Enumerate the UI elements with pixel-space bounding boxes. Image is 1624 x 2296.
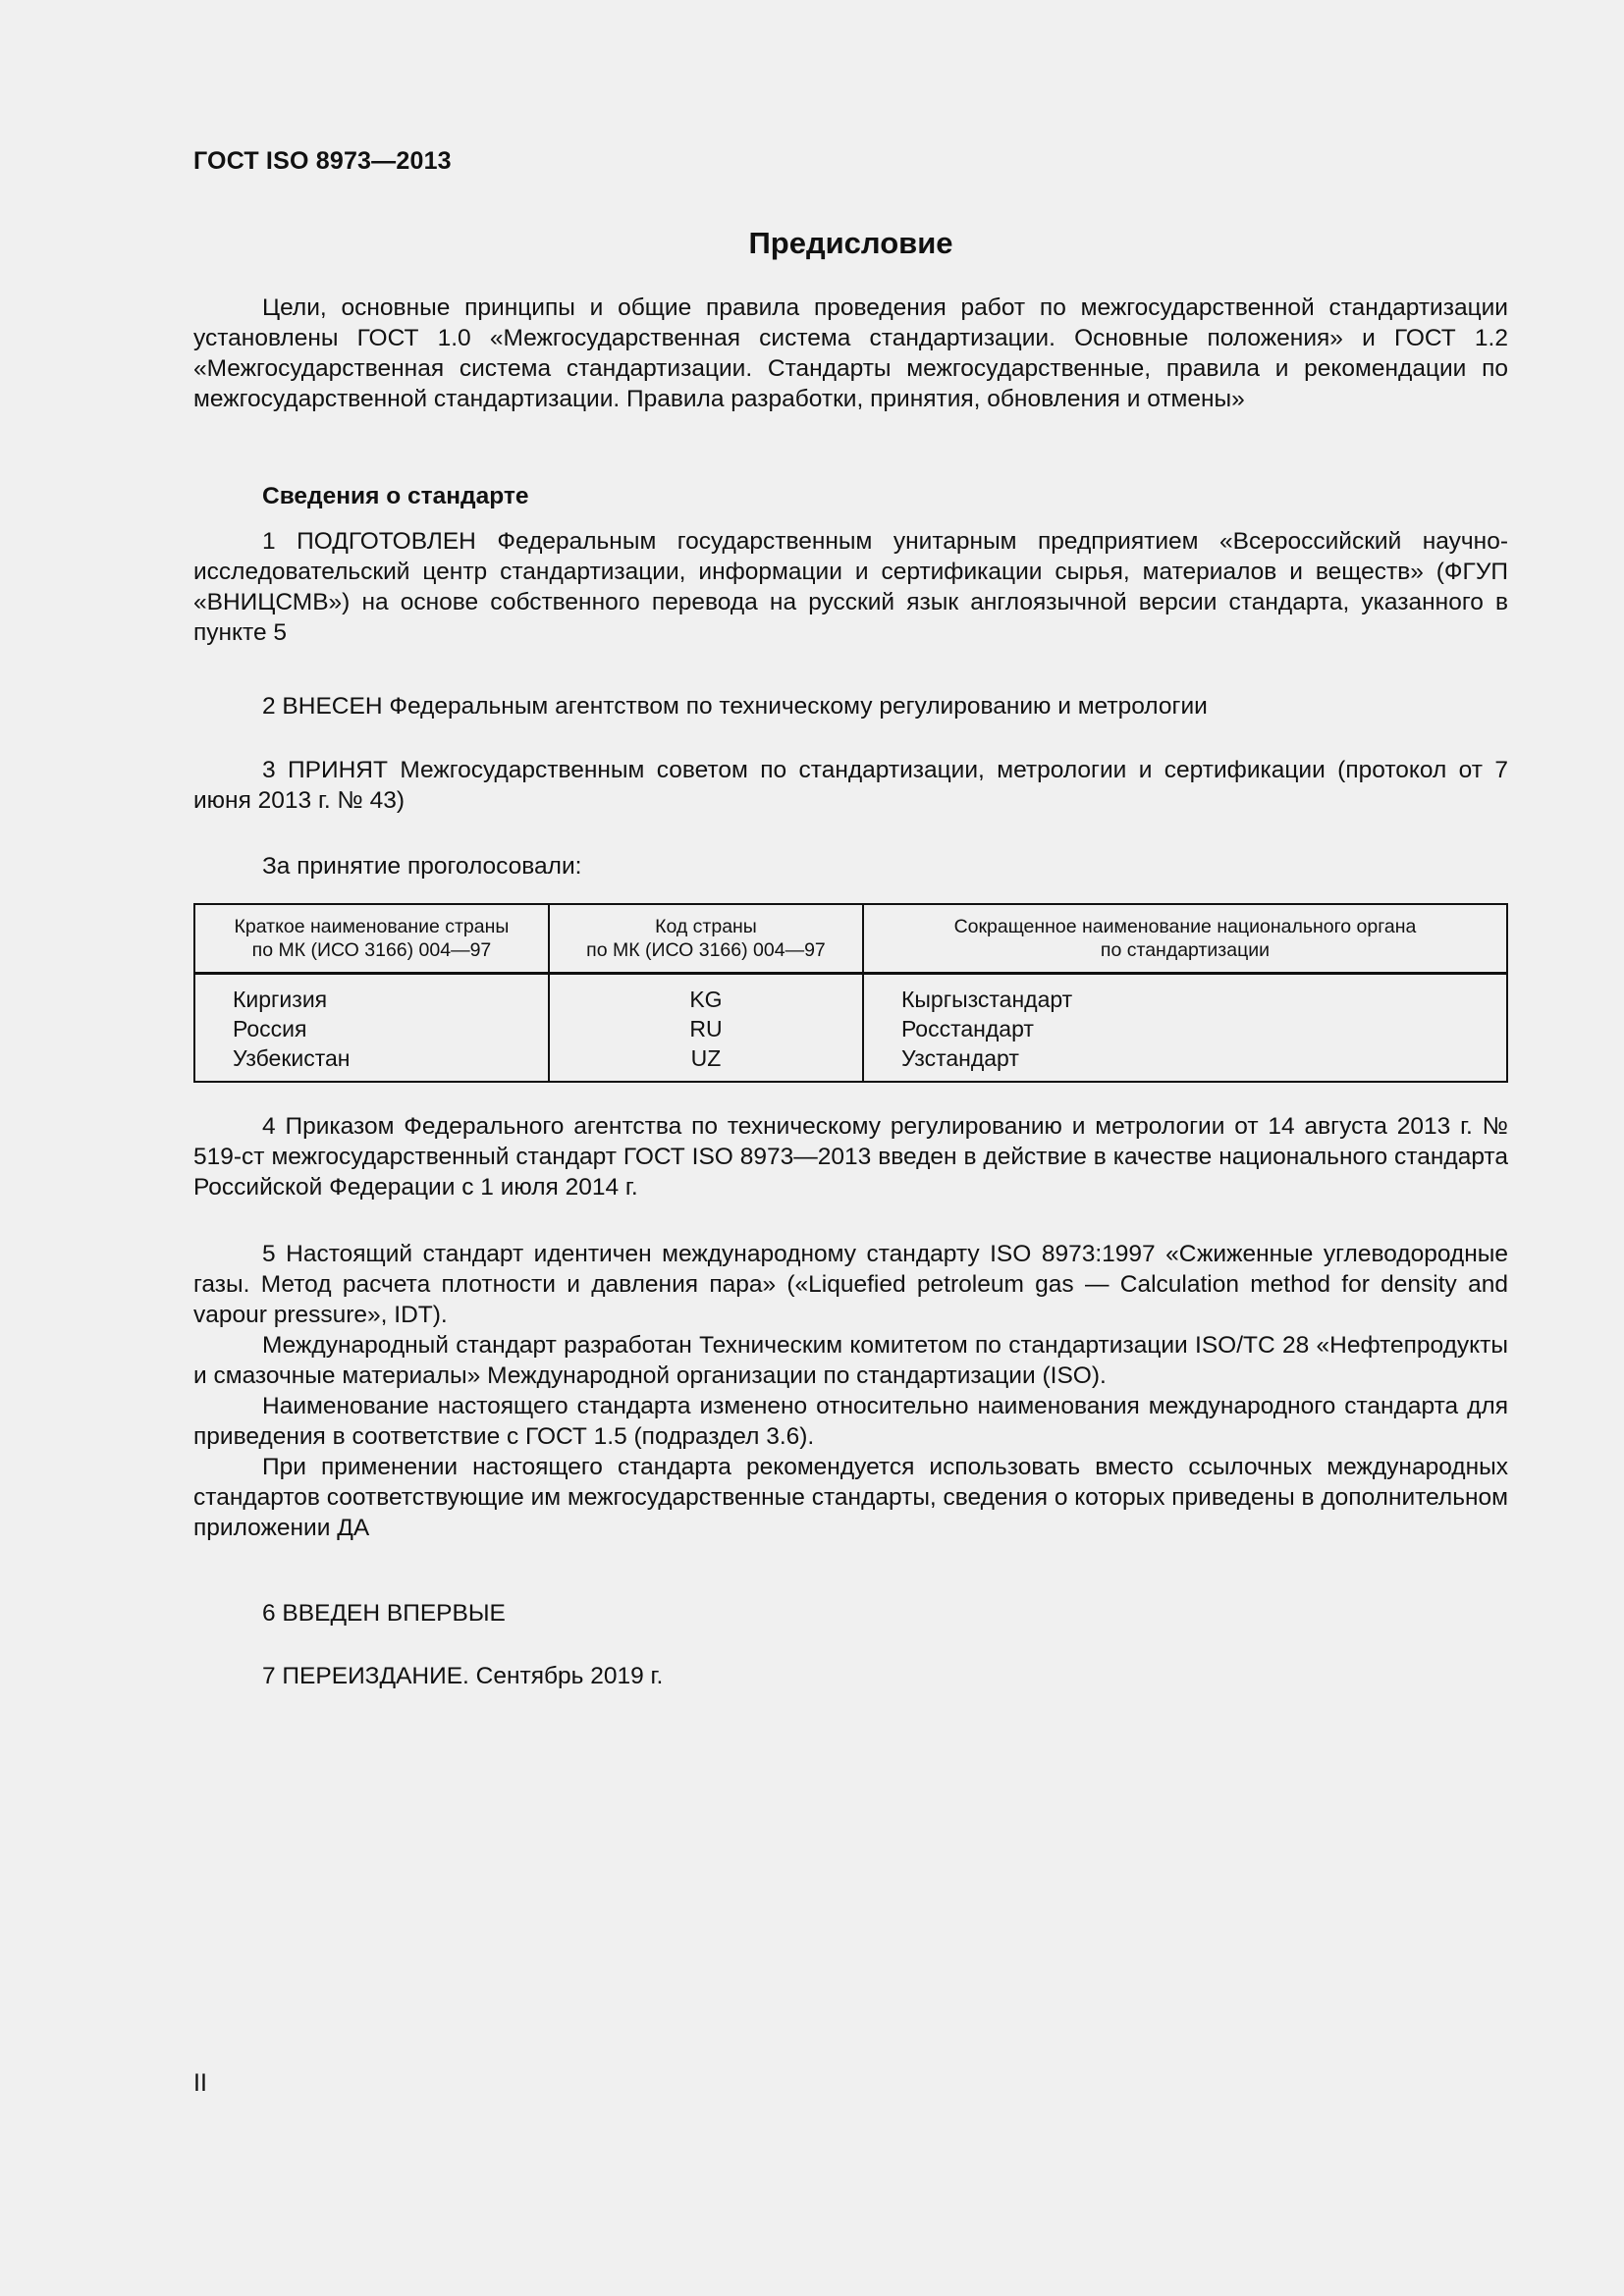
item-5-block	[193, 1239, 1508, 1543]
item-3-paragraph: 3 ПРИНЯТ Межгосударственным советом по стандартизации, метрологии и сертификации (протокол от 7 июня 2013 г. № 43)	[193, 757, 1508, 814]
item-1-block	[193, 526, 1508, 648]
item-4-block	[193, 1111, 1508, 1202]
item-5-paragraph-a: 5 Настоящий стандарт идентичен международному стандарту ISO 8973:1997 «Сжиженные углеводородные газы. Метод расчета плотности и давления пара» («Liquefied petroleum gas — Calculation method for density and vapour pressure», IDT).	[193, 1241, 1508, 1328]
info-heading-block	[193, 481, 1508, 511]
table-header-row	[194, 904, 1507, 974]
intro-paragraph: Цели, основные принципы и общие правила проведения работ по межгосударственной стандартизации установлены ГОСТ 1.0 «Межгосударственная система стандартизации. Основные положения» и ГОСТ 1.2 «Межгосударственная система стандартизации. Стандарты межгосударственные, правила и рекомендации по межгосударственной стандартизации. Правила разработки, принятия, обновления и отмены»	[193, 294, 1508, 412]
item-1-paragraph: 1 ПОДГОТОВЛЕН Федеральным государственным унитарным предприятием «Всероссийский научно-исследовательский центр стандартизации, информации и сертификации сырья, материалов и веществ» (ФГУП «ВНИЦСМВ») на основе собственного перевода на русский язык англоязычной версии стандарта, указанного в пункте 5	[193, 528, 1508, 646]
table-header-body: Сокращенное наименование национального органа по стандартизации	[863, 904, 1507, 974]
table-cell-countries	[194, 974, 549, 1083]
item-4-paragraph: 4 Приказом Федерального агентства по техническому регулированию и метрологии от 14 августа 2013 г. № 519-ст межгосударственный стандарт ГОСТ ISO 8973—2013 введен в действие в качестве национального стандарта Российской Федерации с 1 июля 2014 г.	[193, 1113, 1508, 1201]
item-6-paragraph: 6 ВВЕДЕН ВПЕРВЫЕ	[262, 1600, 506, 1627]
item-7-paragraph: 7 ПЕРЕИЗДАНИЕ. Сентябрь 2019 г.	[262, 1663, 664, 1689]
country-name: Киргизия	[233, 987, 328, 1012]
country-name: Россия	[233, 1016, 307, 1041]
standards-body: Узстандарт	[900, 1045, 1019, 1071]
page-number: II	[193, 2069, 207, 2097]
standards-body: Кыргызстандарт	[900, 987, 1073, 1012]
table-header-code: Код страны по МК (ИСО 3166) 004—97	[549, 904, 863, 974]
table-cell-bodies	[863, 974, 1507, 1083]
item-5-paragraph-b: Международный стандарт разработан Техническим комитетом по стандартизации ISO/TC 28 «Нефтепродукты и смазочные материалы» Международной организации по стандартизации (ISO).	[193, 1332, 1508, 1389]
item-3-block	[193, 755, 1508, 816]
country-name: Узбекистан	[233, 1045, 351, 1071]
item-2-paragraph: 2 ВНЕСЕН Федеральным агентством по техническому регулированию и метрологии	[262, 693, 1208, 720]
table-cell-codes	[549, 974, 863, 1083]
item-5-paragraph-c: Наименование настоящего стандарта изменено относительно наименования международного стандарта для приведения в соответствие с ГОСТ 1.5 (подраздел 3.6).	[193, 1393, 1508, 1450]
voted-block	[193, 851, 1508, 881]
item-6-block	[193, 1598, 1508, 1629]
vote-table	[193, 903, 1508, 1083]
document-page	[193, 0, 1508, 2296]
table-row	[194, 974, 1507, 1083]
page-title: Предисловие	[748, 226, 953, 260]
intro-block	[193, 293, 1508, 414]
standards-body: Росстандарт	[900, 1016, 1034, 1041]
table-header-country: Краткое наименование страны по МК (ИСО 3166) 004—97	[194, 904, 549, 974]
voted-label: За принятие проголосовали:	[262, 853, 582, 880]
country-code: RU	[689, 1016, 723, 1041]
item-2-block	[193, 691, 1508, 721]
document-id: ГОСТ ISO 8973—2013	[193, 147, 452, 175]
item-5-paragraph-d: При применении настоящего стандарта рекомендуется использовать вместо ссылочных международных стандартов соответствующие им межгосударственные стандарты, сведения о которых приведены в дополнительном приложении ДА	[193, 1454, 1508, 1541]
country-code: KG	[689, 987, 723, 1012]
info-heading: Сведения о стандарте	[262, 483, 529, 509]
country-code: UZ	[690, 1045, 722, 1071]
item-7-block	[193, 1661, 1508, 1691]
